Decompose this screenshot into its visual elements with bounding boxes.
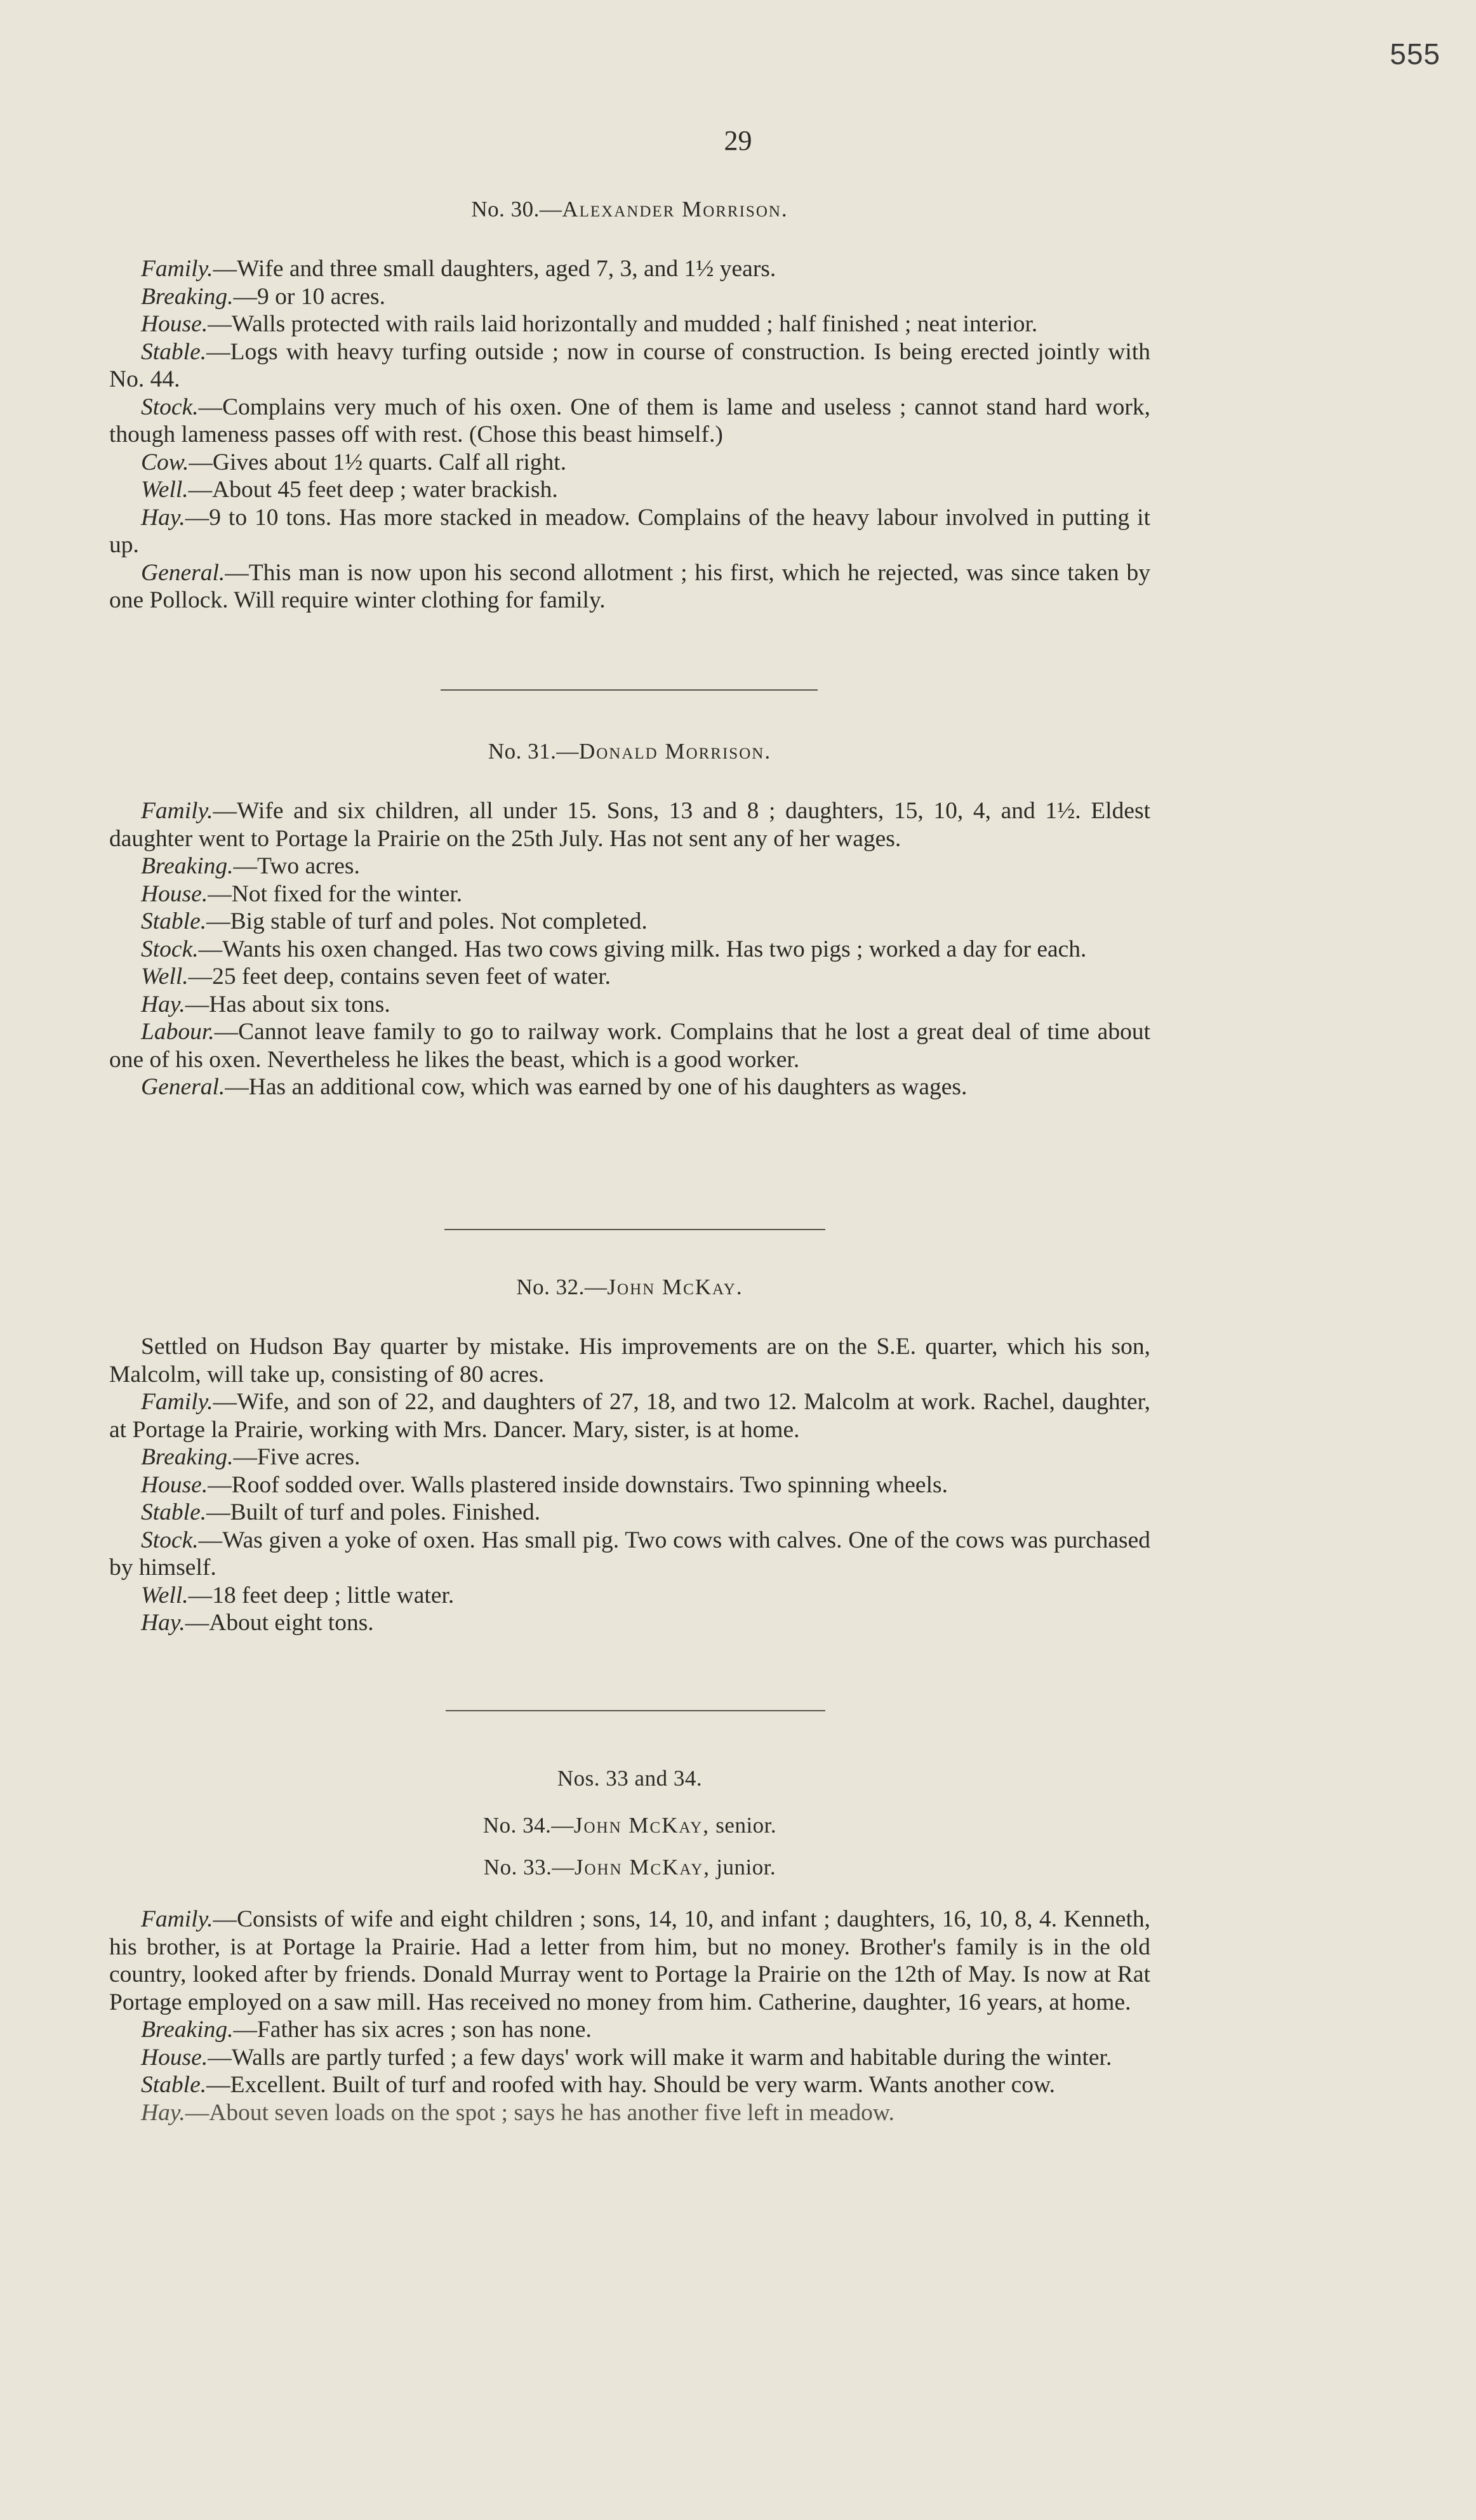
entry-cow <box>109 449 1150 477</box>
entry-label: Labour. <box>141 1019 215 1045</box>
heading-suffix: senior. <box>710 1813 777 1838</box>
entry-text: —Logs with heavy turfing outside ; now in course of construction. Is being erected jointly with No. 44. <box>109 338 1150 392</box>
section-no-30 <box>109 197 1150 614</box>
entry-label: Stable. <box>141 1499 207 1525</box>
heading-suffix: junior. <box>710 1855 776 1880</box>
entry-text: —About 45 feet deep ; water brackish. <box>188 477 558 503</box>
heading-number: No. 34.— <box>482 1813 574 1838</box>
entry-text: —Two acres. <box>233 853 360 879</box>
entry-label: Hay. <box>141 504 185 531</box>
sub-heading-no-33 <box>109 1855 1150 1880</box>
section-no-32 <box>109 1275 1150 1637</box>
entry-text: —Not fixed for the winter. <box>208 880 463 907</box>
entry-stock <box>109 394 1150 449</box>
entry-text: —Excellent. Built of turf and roofed with hay. Should be very warm. Wants another cow. <box>206 2072 1056 2098</box>
entry-family <box>109 255 1150 283</box>
entry-label: Family. <box>141 798 213 824</box>
entry-well <box>109 476 1150 504</box>
entry-text: —Has an additional cow, which was earned by one of his daughters as wages. <box>225 1074 967 1100</box>
entry-label: Stable. <box>141 338 207 365</box>
entry-text: —Wife and three small daughters, aged 7, 3, and 1½ years. <box>213 256 776 282</box>
section-nos-33-34 <box>109 1766 1150 2126</box>
entry-label: Breaking. <box>141 853 234 879</box>
section-divider <box>441 689 818 691</box>
entry-label: Stable. <box>141 2072 207 2098</box>
entry-text: —Five acres. <box>233 1444 361 1470</box>
heading-name: Alexander Morrison. <box>562 197 788 222</box>
entry-breaking <box>109 852 1150 880</box>
entry-family <box>109 1388 1150 1443</box>
entry-stable <box>109 1499 1150 1527</box>
entry-family <box>109 797 1150 852</box>
entry-text: —Consists of wife and eight children ; sons, 14, 10, and infant ; daughters, 16, 10, 8, 4. Kenneth, his brother, is at Portage la Prairie. Had a letter from him, but no money. Brother's family is in the old country, looked after by friends. Donald Murray went to Portage la Prairie on the 12th of May. Is now at Rat Portage employed on a saw mill. Has received no money from him. Catherine, daughter, 16 years, at home. <box>109 1906 1150 2015</box>
entry-hay <box>109 1609 1150 1637</box>
heading-number: No. 31.— <box>488 739 579 764</box>
entry-label: Stock. <box>141 394 199 420</box>
entry-house <box>109 880 1150 908</box>
entry-label: Family. <box>141 1906 213 1932</box>
entry-label: Hay. <box>141 2099 185 2126</box>
entry-label: Breaking. <box>141 2017 234 2043</box>
entry-label: Stock. <box>141 936 199 962</box>
section-divider <box>446 1710 825 1711</box>
group-title: Nos. 33 and 34. <box>557 1766 703 1791</box>
entry-text: —Father has six acres ; son has none. <box>233 2017 592 2043</box>
archive-page-number: 555 <box>1390 37 1440 70</box>
entry-label: House. <box>141 2044 208 2071</box>
entry-stock <box>109 936 1150 964</box>
entry-label: General. <box>141 559 225 586</box>
entry-text: —18 feet deep ; little water. <box>188 1582 455 1608</box>
entry-label: Hay. <box>141 1610 185 1636</box>
heading-name: John McKay, <box>573 1813 710 1838</box>
entry-label: Stable. <box>141 908 207 934</box>
entry-intro: Settled on Hudson Bay quarter by mistake. His improvements are on the S.E. quarter, which his son, Malcolm, will take up, consisting of 80 acres. <box>109 1334 1150 1388</box>
entry-label: Hay. <box>141 991 185 1018</box>
entry-label: Breaking. <box>141 283 234 310</box>
entry-text: —Walls protected with rails laid horizontally and mudded ; half finished ; neat interior. <box>208 311 1038 337</box>
entry-text: —Wants his oxen changed. Has two cows giving milk. Has two pigs ; worked a day for each. <box>198 936 1087 962</box>
section-heading <box>109 739 1150 764</box>
heading-name: John McKay, <box>574 1855 710 1880</box>
entry-house <box>109 1471 1150 1499</box>
entry-hay <box>109 991 1150 1019</box>
section-heading <box>109 197 1150 222</box>
entry-label: Family. <box>141 256 213 282</box>
entry-label: General. <box>141 1074 225 1100</box>
entry-label: Well. <box>141 964 189 990</box>
heading-name: Donald Morrison. <box>578 739 772 764</box>
entry-breaking <box>109 1443 1150 1471</box>
entry-label: House. <box>141 1471 208 1498</box>
entry-text: —Big stable of turf and poles. Not completed. <box>206 908 648 934</box>
entry-text: —Has about six tons. <box>185 991 390 1018</box>
entry-text: —Wife and six children, all under 15. Sons, 13 and 8 ; daughters, 15, 10, 4, and 1½. Eldest daughter went to Portage la Prairie on the 25th July. Has not sent any of her wages. <box>109 798 1150 852</box>
entry-text: —9 to 10 tons. Has more stacked in meadow. Complains of the heavy labour involved in putting it up. <box>109 504 1150 558</box>
section-no-31 <box>109 739 1150 1101</box>
section-divider <box>444 1229 825 1230</box>
entry-house <box>109 2044 1150 2072</box>
entry-text: —Was given a yoke of oxen. Has small pig. Two cows with calves. One of the cows was purchased by himself. <box>109 1527 1150 1581</box>
entry-breaking <box>109 283 1150 311</box>
entry-house <box>109 310 1150 338</box>
page-number: 29 <box>724 125 752 156</box>
entry-label: Breaking. <box>141 1444 234 1470</box>
entry-stable <box>109 338 1150 394</box>
entry-breaking <box>109 2016 1150 2044</box>
sub-heading-no-34 <box>109 1813 1150 1838</box>
entry-text: —Roof sodded over. Walls plastered inside downstairs. Two spinning wheels. <box>208 1471 948 1498</box>
entry-text: —About seven loads on the spot ; says he has another five left in meadow. <box>185 2099 894 2126</box>
entry-general <box>109 559 1150 614</box>
entry-text: —Gives about 1½ quarts. Calf all right. <box>189 449 567 475</box>
entry-text: —25 feet deep, contains seven feet of water. <box>188 964 611 990</box>
entry-label: Cow. <box>141 449 189 475</box>
entry-stable <box>109 908 1150 936</box>
entry-label: Well. <box>141 477 189 503</box>
entry-stock <box>109 1527 1150 1582</box>
heading-number: No. 30.— <box>471 197 562 222</box>
entry-label: Stock. <box>141 1527 199 1553</box>
entry-label: House. <box>141 311 208 337</box>
entry-text: —9 or 10 acres. <box>233 283 385 310</box>
entry-hay <box>109 504 1150 559</box>
entry-text: —Built of turf and poles. Finished. <box>206 1499 541 1525</box>
entry-text: —This man is now upon his second allotment ; his first, which he rejected, was since taken by one Pollock. Will require winter clothing for family. <box>109 559 1150 613</box>
heading-number: No. 32.— <box>516 1275 608 1299</box>
entry-well <box>109 963 1150 991</box>
entry-text: —Wife, and son of 22, and daughters of 27, 18, and two 12. Malcolm at work. Rachel, daughter, at Portage la Prairie, working with Mrs. Dancer. Mary, sister, is at home. <box>109 1389 1150 1443</box>
entry-text: —Cannot leave family to go to railway work. Complains that he lost a great deal of time about one of his oxen. Nevertheless he likes the beast, which is a good worker. <box>109 1019 1150 1073</box>
entry-stable <box>109 2071 1150 2099</box>
entry-text: —Walls are partly turfed ; a few days' work will make it warm and habitable during the winter. <box>208 2044 1112 2071</box>
section-heading <box>109 1275 1150 1300</box>
entry-well <box>109 1582 1150 1610</box>
entry-family <box>109 1906 1150 2016</box>
entry-hay <box>109 2099 1150 2127</box>
entry-text: —About eight tons. <box>185 1610 374 1636</box>
entry-labour <box>109 1018 1150 1073</box>
heading-number: No. 33.— <box>483 1855 575 1880</box>
entry-general <box>109 1073 1150 1101</box>
entry-text: —Complains very much of his oxen. One of them is lame and useless ; cannot stand hard work, though lameness passes off with rest. (Chose this beast himself.) <box>109 394 1150 448</box>
heading-name: John McKay. <box>607 1275 743 1299</box>
entry-label: Family. <box>141 1389 213 1415</box>
entry-label: House. <box>141 880 208 907</box>
entry-label: Well. <box>141 1582 189 1608</box>
